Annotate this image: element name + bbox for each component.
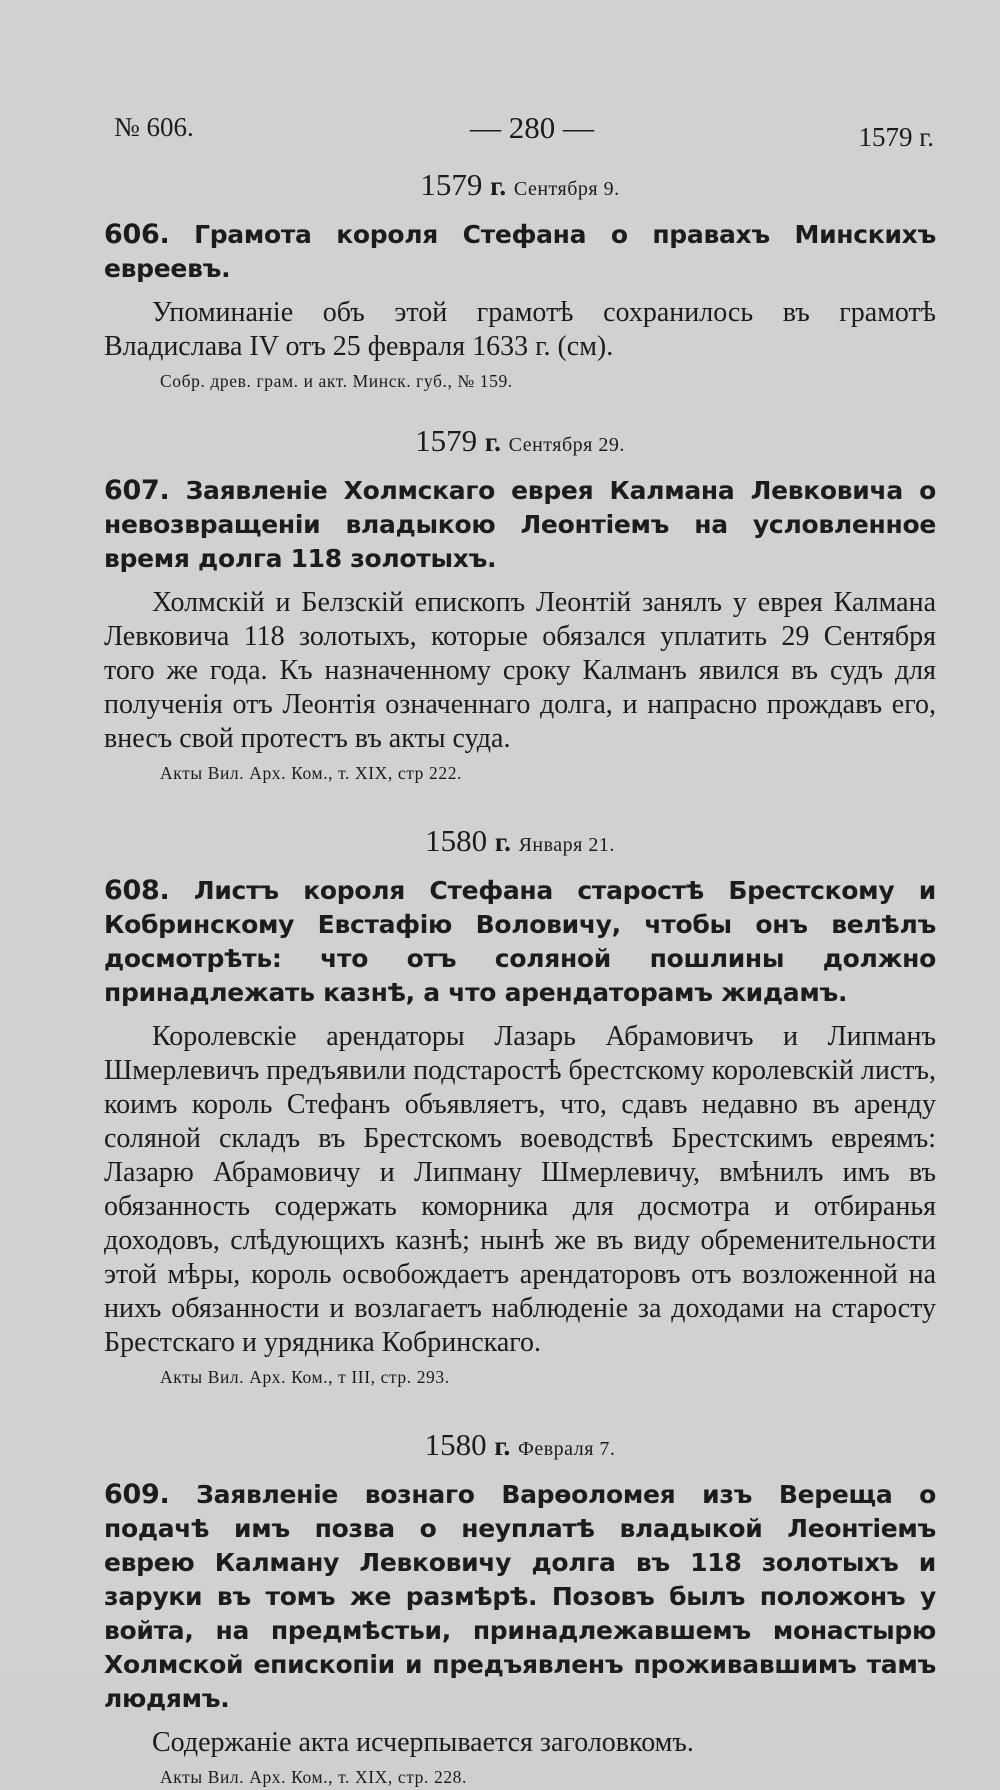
date-year: 1580 [425, 823, 488, 858]
date-day: Сентября 9. [513, 178, 620, 200]
date-g: г. [484, 427, 501, 457]
entry-607 [104, 420, 936, 786]
date-g: г. [494, 827, 511, 857]
entry-title: Заявленіе Холмскаго еврея Калмана Левковича о невозвращеніи владыкою Леонтіемъ на условленное время долга 118 золотыхъ. [104, 476, 936, 573]
running-head [104, 100, 936, 160]
entry-text: Упоминаніе объ этой грамотѣ сохранилось въ грамотѣ Владислава IV отъ 25 февраля 1633 г. (см). [104, 297, 936, 362]
entry-title: Заявленіе вознаго Варѳоломея изъ Вереща о подачѣ имъ позва о неуплатѣ владыкой Леонтіемъ еврею Калману Левковичу долга въ 118 золотыхъ и заруки въ томъ же размѣрѣ. Позовъ былъ положонъ у войта, на предмѣстьи, принадлежавшемъ монастырю Холмской епископіи и предъявленъ проживавшимъ тамъ людямъ. [104, 1480, 937, 1713]
entry-date [104, 164, 936, 210]
entry-date [104, 1424, 936, 1470]
entry-title: Листъ короля Стефана старостѣ Брестскому и Кобринскому Евстафію Воловичу, чтобы онъ велѣлъ досмотрѣть: что отъ соляной пошлины должно принадлежать казнѣ, а что арендаторамъ жидамъ. [104, 876, 936, 1007]
date-day: Января 21. [518, 834, 615, 856]
entry-text: Содержаніе акта исчерпывается заголовкомъ. [152, 1727, 694, 1758]
entry-source: Акты Вил. Арх. Ком., т. XIX, стр. 228. [160, 1767, 468, 1787]
entry-number: 606. [104, 219, 170, 250]
entry-source: Собр. древ. грам. и акт. Минск. губ., № 159. [160, 371, 513, 391]
entry-heading [104, 874, 936, 1010]
date-g: г. [494, 1431, 511, 1461]
entry-text: Холмскій и Белзскій епископъ Леонтій занялъ у еврея Калмана Левковича 118 золотыхъ, которые обязался уплатить 29 Сентября того же года. Къ назначенному сроку Калманъ явился въ судъ для полученія отъ Леонтія означеннаго долга, и напрасно прождавъ его, внесъ свой протестъ въ акты суда. [104, 587, 936, 754]
entry-number: 609. [104, 1479, 170, 1510]
entry-date [104, 420, 936, 466]
entry-608 [104, 820, 936, 1390]
date-year: 1579 [420, 167, 483, 202]
entry-heading [104, 218, 936, 286]
entry-number: 607. [104, 475, 170, 506]
entry-606 [104, 164, 936, 394]
entry-date [104, 820, 936, 866]
entry-text: Королевскіе арендаторы Лазарь Абрамовичъ и Липманъ Шмерлевичъ предъявили подстаростѣ брестскому королевскій листъ, коимъ король Стефанъ объявляетъ, что, сдавъ недавно въ аренду соляной складъ въ Брестскомъ воеводствѣ Брестскимъ евреямъ: Лазарю Абрамовичу и Липману Шмерлевичу, вмѣнилъ имъ въ обязанность содержать коморника для досмотра и отбиранья доходовъ, слѣдующихъ казнѣ; нынѣ же въ виду обременительности этой мѣры, король освобождаетъ арендаторовъ отъ возложенной на нихъ обязанности и возлагаетъ наблюденіе за доходами на старосту Брестскаго и урядника Кобринскаго. [104, 1021, 936, 1358]
entry-source: Акты Вил. Арх. Ком., т. XIX, стр 222. [160, 763, 463, 783]
page-number: — 280 — [470, 110, 594, 145]
entry-source: Акты Вил. Арх. Ком., т III, стр. 293. [160, 1367, 450, 1387]
date-year: 1580 [424, 1427, 487, 1462]
entry-title: Грамота короля Стефана о правахъ Минскихъ евреевъ. [104, 220, 936, 283]
entry-heading [104, 1478, 936, 1716]
date-day: Сентября 29. [508, 434, 625, 456]
entry-heading [104, 474, 936, 576]
document-number: № 606. [114, 112, 194, 142]
header-year: 1579 г. [858, 122, 934, 152]
entry-609 [104, 1424, 936, 1790]
date-day: Февраля 7. [518, 1438, 616, 1460]
entry-number: 608. [104, 875, 170, 906]
date-year: 1579 [415, 423, 478, 458]
date-g: г. [490, 171, 507, 201]
